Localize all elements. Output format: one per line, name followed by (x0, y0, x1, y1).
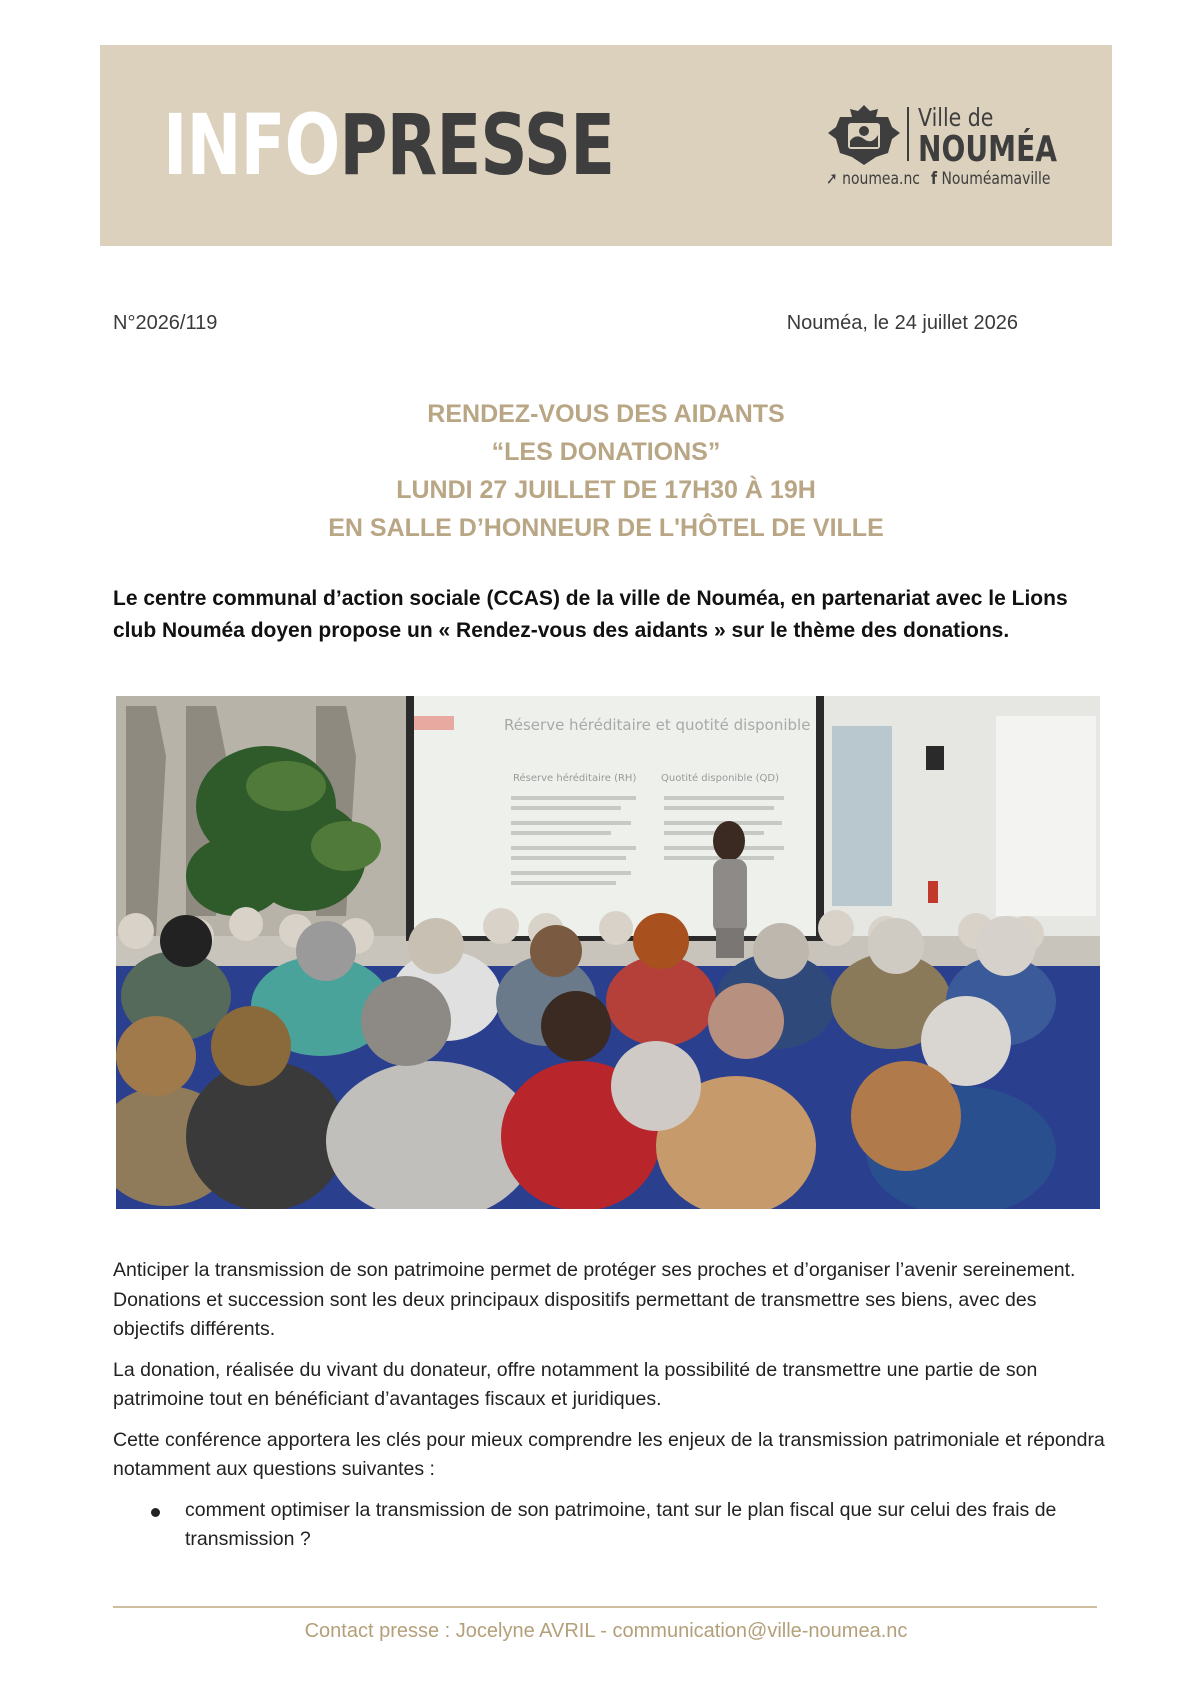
ville-de-noumea-logo (826, 103, 1056, 193)
question-list (113, 1496, 1105, 1555)
body-text (113, 1256, 1105, 1555)
logo-website: noumea.nc (842, 169, 920, 189)
release-date: Nouméa, le 24 juillet 2026 (786, 312, 1018, 334)
release-number: N°2026/119 (113, 312, 218, 334)
slide-title: Réserve héréditaire et quotité disponible (504, 716, 811, 734)
footer-divider (113, 1606, 1097, 1608)
slide-column-2: Quotité disponible (QD) (661, 773, 780, 784)
logo-links (826, 169, 1051, 189)
arrow-icon: ➚ (826, 169, 838, 189)
info-presse-logo (163, 96, 615, 194)
lead-paragraph: Le centre communal d’action sociale (CCAS) de la ville de Nouméa, en partenariat avec le Lions club Nouméa doyen propose un « Rendez-vous des aidants » sur le thème des donations. (113, 587, 1068, 642)
logo-separator (907, 107, 909, 161)
press-contact: Contact presse : Jocelyne AVRIL - communication@ville-noumea.nc (304, 1620, 908, 1642)
list-item-text: comment optimiser la transmission de son patrimoine, tant sur le plan fiscal que sur celui des frais de transmission ? (185, 1498, 1057, 1550)
paragraph-1: Anticiper la transmission de son patrimoine permet de protéger ses proches et d’organiser l’avenir sereinement. Donations et succession sont les deux principaux dispositifs permettant de transmettre ses biens, avec des objectifs différents. (113, 1259, 1076, 1340)
header-band (100, 45, 1112, 246)
title-line-1: RENDEZ-VOUS DES AIDANTS (427, 400, 785, 428)
bullet-icon (151, 1508, 160, 1517)
logo-social: Nouméamaville (941, 169, 1051, 189)
logo-ville-de: Ville de (918, 103, 994, 132)
paragraph-3: Cette conférence apportera les clés pour mieux comprendre les enjeux de la transmission patrimoniale et répondra notamment aux questions suivantes : (113, 1428, 1105, 1480)
list-item (113, 1496, 1105, 1555)
title-line-4: EN SALLE D’HONNEUR DE L'HÔTEL DE VILLE (328, 514, 884, 542)
logo-noumea: NOUMÉA (918, 129, 1058, 170)
paragraph-2: La donation, réalisée du vivant du donateur, offre notamment la possibilité de transmettre une partie de son patrimoine tout en bénéficiant d’avantages fiscaux et juridiques. (113, 1358, 1038, 1410)
brand-info: INFO (163, 96, 340, 194)
slide-column-1: Réserve héréditaire (RH) (513, 773, 637, 784)
title-line-3: LUNDI 27 JUILLET DE 17H30 À 19H (396, 476, 816, 504)
brand-presse: PRESSE (339, 96, 615, 194)
title-line-2: “LES DONATIONS” (491, 438, 721, 466)
conference-photo (116, 696, 1100, 1209)
page-title (100, 395, 1112, 547)
facebook-icon: f (930, 169, 938, 189)
city-crest-icon (826, 103, 902, 167)
